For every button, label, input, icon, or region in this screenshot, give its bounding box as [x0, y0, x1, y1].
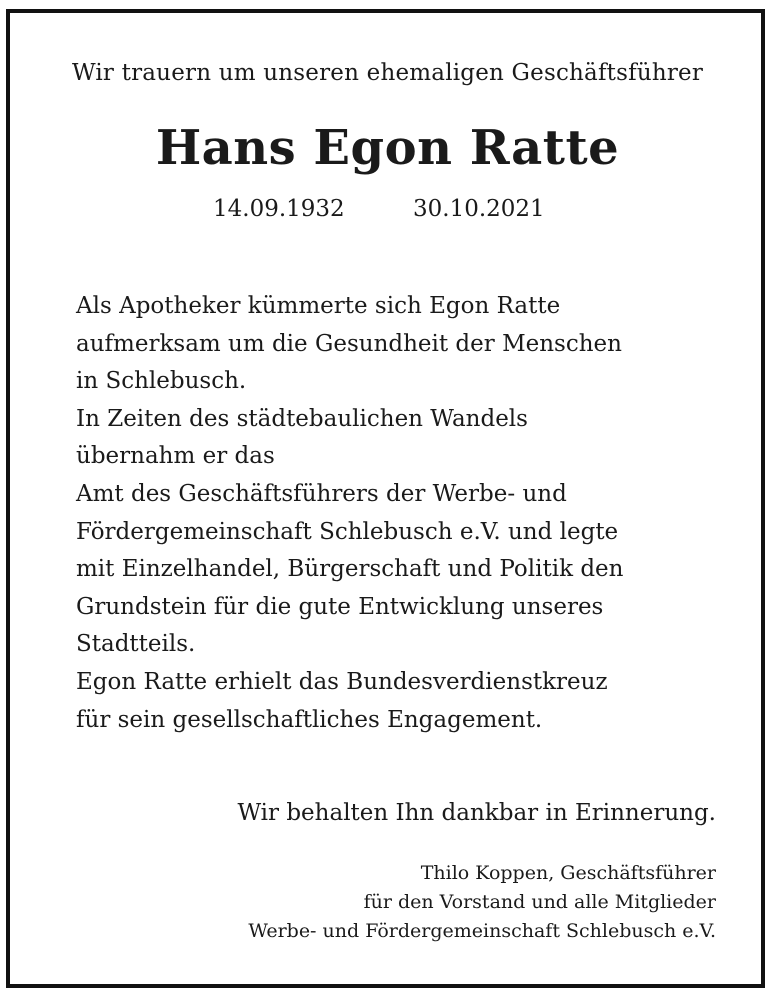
tribute-line: für sein gesellschaftliches Engagement.: [76, 706, 543, 733]
tribute-line: aufmerksam um die Gesundheit der Menschen: [76, 330, 622, 357]
tribute-line: in Schlebusch.: [76, 368, 247, 395]
tribute-line: Amt des Geschäftsführers der Werbe- und: [76, 480, 567, 507]
tribute-line: mit Einzelhandel, Bürgerschaft und Politik den: [76, 556, 624, 583]
intro-line: Wir trauern um unseren ehemaligen Geschäftsführer: [71, 60, 704, 86]
birth-date: 14.09.1932: [213, 196, 345, 222]
tribute-line: Als Apotheker kümmerte sich Egon Ratte: [76, 293, 561, 319]
tribute-line: Egon Ratte erhielt das Bundesverdienstkreuz: [76, 668, 608, 695]
tribute-line: In Zeiten des städtebaulichen Wandels: [76, 405, 528, 432]
signature-line: für den Vorstand und alle Mitglieder: [363, 891, 716, 913]
signature-line: Werbe- und Fördergemeinschaft Schlebusch e.V.: [248, 920, 716, 942]
tribute-line: übernahm er das: [76, 443, 275, 470]
deceased-name: Hans Egon Ratte: [155, 120, 620, 176]
tribute-text: [76, 288, 624, 739]
signature-line: Thilo Koppen, Geschäftsführer: [420, 862, 716, 884]
signature-block: [248, 859, 716, 946]
tribute-line: Stadtteils.: [76, 631, 196, 658]
tribute-line: Fördergemeinschaft Schlebusch e.V. und legte: [76, 518, 619, 545]
death-date: 30.10.2021: [413, 196, 545, 222]
closing-line: Wir behalten Ihn dankbar in Erinnerung.: [237, 800, 716, 826]
tribute-line: Grundstein für die gute Entwicklung unseres: [76, 593, 604, 620]
